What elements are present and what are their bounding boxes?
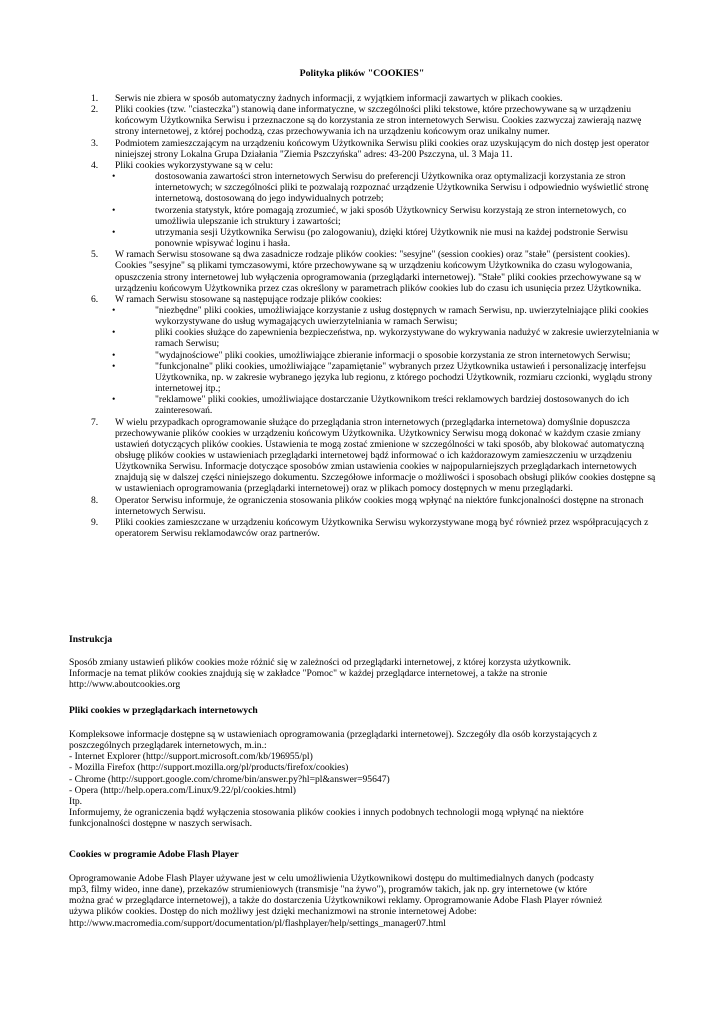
browser-link-firefox[interactable]: - Mozilla Firefox (http://support.mozilla.org/pl/products/firefox/cookies) <box>69 762 349 774</box>
bullet-icon: • <box>112 226 116 238</box>
item-number: 8. <box>91 494 99 506</box>
item-text: Pliki cookies zamieszczane w urządzeniu końcowym Użytkownika Serwisu wykorzystywane mogą być również przez współpracujących z operatorem Serwisu reklamodawców oraz partnerów. <box>115 516 649 540</box>
item-number: 2. <box>91 104 99 116</box>
browser-link-ie[interactable]: - Internet Explorer (http://support.microsoft.com/kb/196955/pl) <box>69 751 313 763</box>
bullet-item <box>112 349 659 361</box>
list-item <box>69 93 659 104</box>
bullet-icon: • <box>112 349 116 361</box>
bullet-text: dostosowania zawartości stron internetowych Serwisu do preferencji Użytkownika oraz optymalizacji korzystania ze stron internetowych; w szczególności pliki te pozwalają rozpoznać urządzenie Użytkownika Serwisu i odpowiednio wyświetlić stronę internetową, dostosowaną do jego indywidualnych potrzeb; <box>155 171 649 205</box>
section-body-instrukcja <box>69 657 659 690</box>
bullet-icon: • <box>112 360 116 372</box>
bullet-icon: • <box>112 327 116 339</box>
bullet-icon: • <box>112 304 116 316</box>
bullet-text: "funkcjonalne" pliki cookies, umożliwiające "zapamiętanie" wybranych przez Użytkownika ustawień i personalizację interfejsu Użytkownika, np. w zakresie wybranego języka lub regionu, z którego pochodzi Użytkownik, rozmiaru czcionki, wyglądu strony internetowej itp.; <box>155 360 653 395</box>
bullet-text: pliki cookies służące do zapewnienia bezpieczeństwa, np. wykorzystywane do wykrywania nadużyć w zakresie uwierzytelniania w ramach Serwisu; <box>155 327 660 350</box>
bullet-item <box>112 226 659 250</box>
list-item <box>69 249 659 294</box>
list-item <box>69 160 659 249</box>
text-line: poszczególnych przeglądarek internetowych, m.in.: <box>69 740 267 752</box>
text-line: Oprogramowanie Adobe Flash Player używane jest w celu umożliwienia Użytkownikowi dostępu do multimedialnych danych (podcasty <box>69 873 594 884</box>
text-line[interactable]: http://www.aboutcookies.org <box>69 679 181 691</box>
item-text: Podmiotem zamieszczającym na urządzeniu końcowym Użytkownika Serwisu pliki cookies oraz uzyskującym do nich dostęp jest operator niniejszej strony Lokalna Grupa Działania "Ziemia Pszczyńska" adres: 43-200 Pszczyna, ul. 3 Maja 11. <box>115 137 650 160</box>
bullet-item <box>112 171 659 205</box>
text-line: funkcjonalności dostępne w naszych serwisach. <box>69 818 253 830</box>
text-line: można grać w przeglądarce internetowej), a także do dostarczenia Użytkownikowi reklamy. Oprogramowanie Adobe Flash Player również <box>69 895 602 907</box>
item-text: W ramach Serwisu stosowane są dwa zasadnicze rodzaje plików cookies: "sesyjne" (session cookies) oraz "stałe" (persistent cookies). Cookies "sesyjne" są plikami tymczasowymi, które przechowywane są w urządzeniu końcowym Użytkownika do czasu wylogowania, opuszczenia strony internetowej lub wyłączenia oprogramowania (przeglądarki internetowej). "Stałe" pliki cookies przechowywane są w urządzeniu końcowym Użytkownika przez czas określony w parametrach plików cookies lub do czasu ich usunięcia przez Użytkownika. <box>115 249 642 294</box>
bullet-icon: • <box>112 394 116 406</box>
item-text: Pliki cookies wykorzystywane są w celu: <box>115 159 273 171</box>
list-item <box>69 417 659 495</box>
bullet-item <box>112 394 659 417</box>
item-number: 3. <box>91 137 99 149</box>
bullet-item <box>112 327 660 350</box>
item-number: 1. <box>91 93 99 104</box>
section-heading-browsers: Pliki cookies w przeglądarkach internetowych <box>69 705 258 716</box>
bullet-item <box>112 204 659 227</box>
bullet-icon: • <box>112 204 116 216</box>
section-body-flash <box>69 873 659 929</box>
text-line: mp3, filmy wideo, inne dane), przekazów strumieniowych (transmisje "na żywo"), programów takich, jak np. gry internetowe (w które <box>69 884 588 896</box>
section-heading-instrukcja: Instrukcja <box>69 634 113 645</box>
text-line: Itp. <box>69 795 83 807</box>
bullet-list <box>112 304 660 417</box>
list-item <box>69 104 659 137</box>
item-number: 4. <box>91 159 99 171</box>
item-text: W ramach Serwisu stosowane są następujące rodzaje plików cookies: <box>115 293 382 305</box>
section-heading-flash: Cookies w programie Adobe Flash Player <box>69 849 239 860</box>
page-title: Polityka plików "COOKIES" <box>299 68 425 79</box>
item-text: Serwis nie zbiera w sposób automatyczny żadnych informacji, z wyjątkiem informacji zawartych w plikach cookies. <box>115 93 563 104</box>
list-item <box>69 495 659 517</box>
list-item <box>69 517 659 539</box>
item-number: 7. <box>91 416 99 428</box>
bullet-text: "wydajnościowe" pliki cookies, umożliwiające zbieranie informacji o sposobie korzystania ze stron internetowych Serwisu; <box>155 349 631 361</box>
bullet-list <box>112 171 659 250</box>
bullet-item <box>112 360 659 395</box>
item-number: 6. <box>91 293 99 305</box>
bullet-icon: • <box>112 171 116 183</box>
bullet-item <box>112 304 659 328</box>
bullet-text: "reklamowe" pliki cookies, umożliwiające dostarczanie Użytkownikom treści reklamowych bardziej dostosowanych do ich zainteresowań. <box>155 394 630 417</box>
item-number: 9. <box>91 516 99 528</box>
bullet-text: tworzenia statystyk, które pomagają zrozumieć, w jaki sposób Użytkownicy Serwisu korzystają ze stron internetowych, co umożliwia ulepszanie ich struktury i zawartości; <box>155 204 627 227</box>
list-item <box>69 138 659 160</box>
item-text: Operator Serwisu informuje, że ograniczenia stosowania plików cookies mogą wpłynąć na niektóre funkcjonalności dostępne na stronach internetowych Serwisu. <box>115 494 644 517</box>
adobe-settings-link[interactable]: http://www.macromedia.com/support/documentation/pl/flashplayer/help/settings_manager07.html <box>69 917 446 929</box>
policy-list <box>69 93 659 539</box>
item-text: W wielu przypadkach oprogramowanie służące do przeglądania stron internetowych (przeglądarka internetowa) domyślnie dopuszcza przechowywanie plików cookies w urządzeniu końcowym Użytkownika. Użytkownicy Serwisu mogą dokonać w każdym czasie zmiany ustawień dotyczących plików cookies. Ustawienia te mogą zostać zmienione w szczególności w taki sposób, aby blokować automatyczną obsługę plików cookies w ustawieniach przeglądarki internetowej bądź informować o ich każdorazowym zamieszczeniu w urządzeniu Użytkownika Serwisu. Informacje dotyczące sposobów zmian ustawienia cookies w najpopularniejszych przeglądarkach internetowych znajdują się w dalszej części niniejszego dokumentu. Szczegółowe informacje o możliwości i sposobach obsługi plików cookies dostępne są w ustawieniach oprogramowania (przeglądarki internetowej) oraz w plikach pomocy dostępnych w menu przeglądarki. <box>115 416 656 495</box>
browser-link-chrome[interactable]: - Chrome (http://support.google.com/chrome/bin/answer.py?hl=pl&answer=95647) <box>69 773 390 785</box>
text-line: Informacje na temat plików cookies znajdują się w zakładce "Pomoc" w każdej przeglądarce internetowej, a także na stronie <box>69 668 548 680</box>
section-body-browsers <box>69 729 659 829</box>
text-line: Sposób zmiany ustawień plików cookies może różnić się w zależności od przeglądarki internetowej, z której korzysta użytkownik. <box>69 657 571 668</box>
item-number: 5. <box>91 249 99 261</box>
list-item <box>69 294 659 417</box>
bullet-text: "niezbędne" pliki cookies, umożliwiające korzystanie z usług dostępnych w ramach Serwisu, np. uwierzytelniające pliki cookies wykorzystywane do usług wymagających uwierzytelniania w ramach Serwisu; <box>155 304 649 328</box>
bullet-text: utrzymania sesji Użytkownika Serwisu (po zalogowaniu), dzięki której Użytkownik nie musi na każdej podstronie Serwisu ponownie wpisywać loginu i hasła. <box>155 226 628 250</box>
text-line: używa plików cookies. Dostęp do nich możliwy jest dzięki mechanizmowi na stronie internetowej Adobe: <box>69 906 477 918</box>
item-text: Pliki cookies (tzw. "ciasteczka") stanowią dane informatyczne, w szczególności pliki tekstowe, które przechowywane są w urządzeniu końcowym Użytkownika Serwisu i przeznaczone są do korzystania ze stron internetowych Serwisu. Cookies zazwyczaj zawierają nazwę strony internetowej, z której pochodzą, czas przechowywania ich na urządzeniu końcowym oraz unikalny numer. <box>115 104 642 138</box>
browser-link-opera[interactable]: - Opera (http://help.opera.com/Linux/9.22/pl/cookies.html) <box>69 784 296 796</box>
text-line: Informujemy, że ograniczenia bądź wyłączenia stosowania plików cookies i innych podobnych technologii mogą wpłynąć na niektóre <box>69 807 584 819</box>
text-line: Kompleksowe informacje dostępne są w ustawieniach oprogramowania (przeglądarki internetowej). Szczegóły dla osób korzystających z <box>69 729 597 740</box>
